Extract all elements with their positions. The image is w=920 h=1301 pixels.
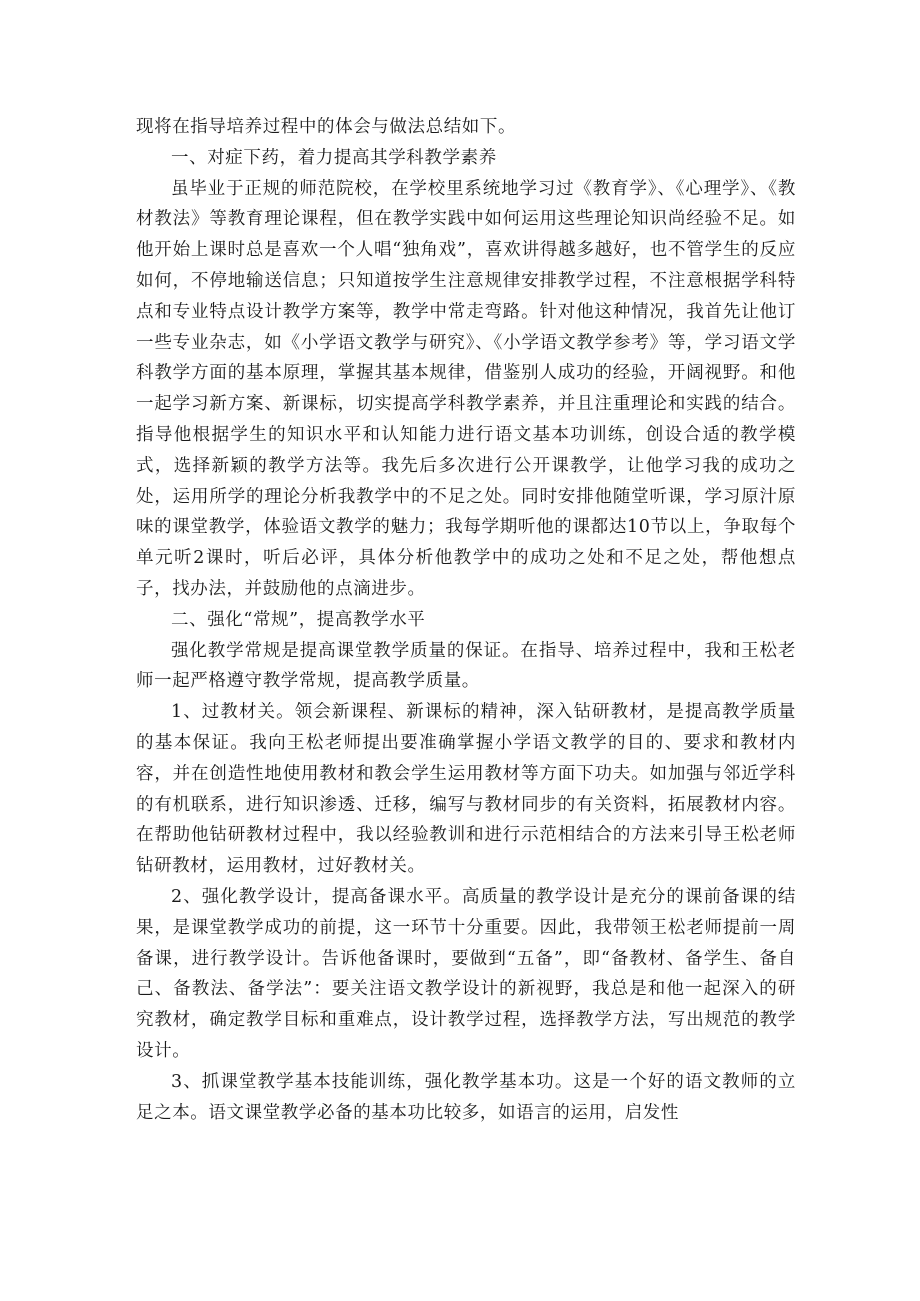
document-body — [136, 112, 796, 1128]
section-heading-2: 二、强化“常规”，提高教学水平 — [171, 609, 426, 630]
paragraph-3: 1、过教材关。领会新课程、新课标的精神，深入钻研教材，是提高教学质量的基本保证。我向王松老师提出要准确掌握小学语文教学的目的、要求和教材内容，并在创造性地使用教材和教会学生运用教材等方面下功夫。如加强与邻近学科的有机联系，进行知识渗透、迁移，编写与教材同步的有关资料，拓展教材内容。在帮助他钻研教材过程中，我以经验教训和进行示范相结合的方法来引导王松老师钻研教材，运用教材，过好教材关。 — [136, 702, 796, 877]
paragraph-1: 虽毕业于正规的师范院校，在学校里系统地学习过《教育学》、《心理学》、《教材教法》等教育理论课程，但在教学实践中如何运用这些理论知识尚经验不足。如他开始上课时总是喜欢一个人唱“独角戏”，喜欢讲得越多越好，也不管学生的反应如何，不停地输送信息；只知道按学生注意规律安排教学过程，不注意根据学科特点和专业特点设计教学方案等，教学中常走弯路。针对他这种情况，我首先让他订一些专业杂志，如《小学语文教学与研究》、《小学语文教学参考》等，学习语文学科教学方面的基本原理，掌握其基本规律，借鉴别人成功的经验，开阔视野。和他一起学习新方案、新课标，切实提高学科教学素养，并且注重理论和实践的结合。指导他根据学生的知识水平和认知能力进行语文基本功训练，创设合适的教学模式，选择新颖的教学方法等。我先后多次进行公开课教学，让他学习我的成功之处，运用所学的理论分析我教学中的不足之处。同时安排他随堂听课，学习原汁原味的课堂教学，体验语文教学的魅力；我每学期听他的课都达10节以上，争取每个单元听2课时，听后必评，具体分析他教学中的成功之处和不足之处，帮他想点子，找办法，并鼓励他的点滴进步。 — [136, 178, 796, 599]
paragraph-4: 2、强化教学设计，提高备课水平。高质量的教学设计是充分的课前备课的结果，是课堂教学成功的前提，这一环节十分重要。因此，我带领王松老师提前一周备课，进行教学设计。告诉他备课时，要做到“五备”，即“备教材、备学生、备自己、备教法、备学法”：要关注语文教学设计的新视野，我总是和他一起深入的研究教材，确定教学目标和重难点，设计教学过程，选择教学方法，写出规范的教学设计。 — [136, 886, 796, 1061]
paragraph-5: 3、抓课堂教学基本技能训练，强化教学基本功。这是一个好的语文教师的立足之本。语文课堂教学必备的基本功比较多，如语言的运用，启发性 — [136, 1071, 796, 1123]
section-heading-1: 一、对症下药，着力提高其学科教学素养 — [171, 147, 497, 168]
intro-line: 现将在指导培养过程中的体会与做法总结如下。 — [136, 117, 517, 137]
paragraph-2: 强化教学常规是提高课堂教学质量的保证。在指导、培养过程中，我和王松老师一起严格遵守教学常规，提高教学质量。 — [136, 640, 796, 692]
